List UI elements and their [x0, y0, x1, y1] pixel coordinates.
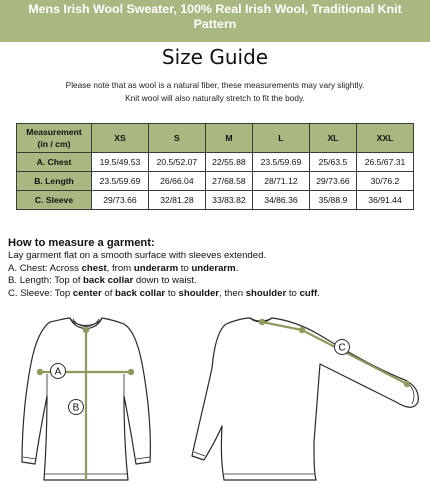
sleeve-shoulder-dot	[299, 327, 305, 333]
keyword: back collar	[115, 287, 166, 299]
table-cell: 29/73.66	[92, 191, 149, 210]
instruction-chest	[8, 263, 428, 276]
table-cell: 23.5/59.69	[252, 153, 309, 172]
size-header-xs: XS	[92, 124, 149, 153]
marker-a-label: A	[54, 366, 62, 378]
instructions-intro: Lay garment flat on a smooth surface with sleeves extended.	[8, 250, 267, 261]
instruction-sleeve-label: C. Sleeve	[8, 287, 50, 299]
size-header-l: L	[252, 124, 309, 153]
measurement-header	[17, 124, 92, 153]
row-label-length: B. Length	[17, 172, 92, 191]
table-cell: 26/66.04	[148, 172, 205, 191]
instruction-text: : Top	[49, 287, 73, 299]
instruction-length	[8, 275, 428, 288]
table-cell: 30/76.2	[357, 172, 414, 191]
sweater-back	[192, 318, 418, 480]
measuring-instructions	[8, 236, 428, 300]
size-header-xl: XL	[309, 124, 356, 153]
instruction-text: : Top of	[49, 275, 84, 286]
marker-a	[51, 364, 66, 379]
instruction-text: : Across	[44, 262, 82, 274]
title-banner	[0, 0, 430, 42]
keyword: shoulder	[245, 287, 287, 299]
row-label-chest: A. Chest	[17, 153, 92, 172]
chest-end-dot	[128, 369, 134, 375]
table-cell: 27/68.58	[205, 172, 252, 191]
table-cell: 28/71.12	[252, 172, 309, 191]
table-cell: 25/63.5	[309, 153, 356, 172]
size-table	[16, 123, 414, 210]
size-header-m: M	[205, 124, 252, 153]
keyword: back collar	[83, 275, 134, 286]
measurement-header-label: Measurement	[26, 127, 82, 137]
length-start-dot	[83, 327, 89, 333]
instruction-text: , then	[219, 287, 246, 299]
keyword: center	[72, 287, 102, 299]
table-cell: 19.5/49.53	[92, 153, 149, 172]
sleeve-end-dot	[404, 381, 410, 387]
instruction-length-label: B. Length	[8, 275, 50, 286]
table-cell: 34/86.36	[252, 191, 309, 210]
table-cell: 22/55.88	[205, 153, 252, 172]
table-cell: 20.5/52.07	[148, 153, 205, 172]
size-header-xxl: XXL	[357, 124, 414, 153]
size-header-row	[17, 124, 414, 153]
keyword: shoulder	[178, 287, 220, 299]
instruction-sleeve	[8, 288, 428, 301]
keyword: chest	[81, 262, 107, 274]
wool-note	[0, 79, 430, 105]
instructions-heading: How to measure a garment:	[8, 237, 155, 249]
marker-b	[69, 400, 84, 415]
banner-title-line2: Pattern	[193, 17, 237, 31]
table-cell: 35/88.9	[309, 191, 356, 210]
instruction-text: to	[178, 262, 192, 274]
chest-start-dot	[37, 369, 43, 375]
instruction-text: .	[235, 262, 239, 274]
size-header-s: S	[148, 124, 205, 153]
table-cell: 23.5/59.69	[92, 172, 149, 191]
table-row-sleeve	[17, 191, 414, 210]
marker-c	[335, 340, 350, 355]
measurement-header-unit: (in / cm)	[37, 139, 71, 149]
keyword: underarm	[133, 262, 179, 274]
table-row-length	[17, 172, 414, 191]
table-cell: 29/73.66	[309, 172, 356, 191]
table-cell: 26.5/67.31	[357, 153, 414, 172]
keyword: underarm	[191, 262, 236, 274]
instruction-text: , from	[106, 262, 134, 274]
table-cell: 33/83.82	[205, 191, 252, 210]
banner-title-line1: Mens Irish Wool Sweater, 100% Real Irish Wool, Traditional Knit	[28, 2, 402, 16]
marker-b-label: B	[72, 402, 80, 414]
instruction-text: to	[165, 287, 179, 299]
instruction-text: to	[286, 287, 300, 299]
instruction-text: down to waist.	[133, 275, 197, 286]
instruction-chest-label: A. Chest	[8, 262, 45, 274]
sleeve-start-dot	[259, 319, 265, 325]
page-title: Size Guide	[161, 45, 269, 69]
note-line2: Knit wool will also naturally stretch to fit the body.	[125, 93, 305, 103]
table-cell: 32/81.28	[148, 191, 205, 210]
keyword: cuff	[299, 287, 318, 299]
instruction-text: .	[317, 287, 320, 299]
table-row-chest	[17, 153, 414, 172]
table-cell: 36/91.44	[357, 191, 414, 210]
note-line1: Please note that as wool is a natural fiber, these measurements may vary slightly.	[65, 80, 365, 90]
sweater-back-body	[192, 318, 418, 480]
garment-diagram	[0, 312, 430, 488]
instruction-text: of	[101, 287, 116, 299]
marker-c-label: C	[338, 342, 346, 354]
row-label-sleeve: C. Sleeve	[17, 191, 92, 210]
